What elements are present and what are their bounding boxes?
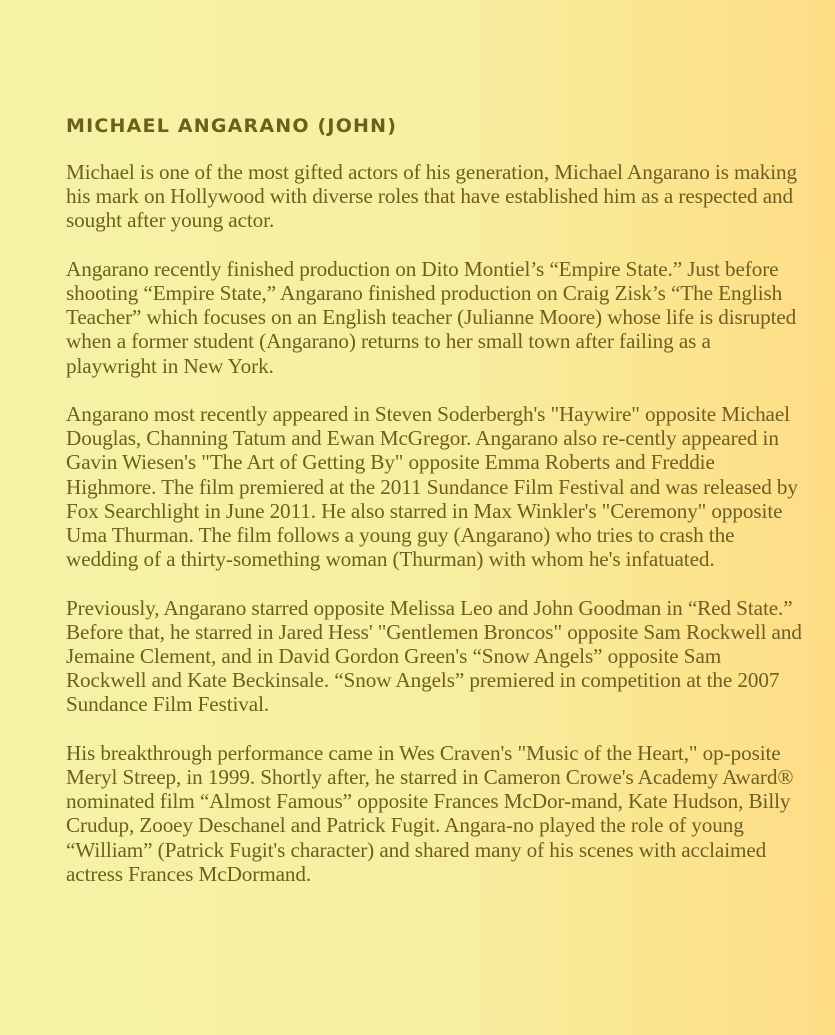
bio-paragraph-3: Angarano most recently appeared in Steven Soderbergh's "Haywire" opposite Michael Douglas, Channing Tatum and Ewan McGregor. Angarano also re-cently appeared in Gavin Wiesen's "The Art of Getting By" opposite Emma Roberts and Freddie Highmore. The film premiered at the 2011 Sundance Film Festival and was released by Fox Searchlight in June 2011. He also starred in Max Winkler's "Ceremony" opposite Uma Thurman. The film follows a young guy (Angarano) who tries to crash the wedding of a thirty-something woman (Thurman) with whom he's infatuated.	[66, 402, 798, 572]
bio-paragraph-2: Angarano recently finished production on Dito Montiel’s “Empire State.” Just before shooting “Empire State,” Angarano finished production on Craig Zisk’s “The English Teacher” which focuses on an English teacher (Julianne Moore) whose life is disrupted when a former student (Angarano) returns to her small town after failing as a playwright in New York.	[66, 256, 797, 378]
bio-section	[66, 112, 806, 910]
bio-heading: MICHAEL ANGARANO (JOHN)	[66, 115, 398, 137]
bio-paragraph-5: His breakthrough performance came in Wes Craven's "Music of the Heart," op-posite Meryl Streep, in 1999. Shortly after, he starred in Cameron Crowe's Academy Award® nominated film “Almost Famous” opposite Frances McDor-mand, Kate Hudson, Billy Crudup, Zooey Deschanel and Patrick Fugit. Angara-no played the role of young “William” (Patrick Fugit's character) and shared many of his scenes with acclaimed actress Frances McDormand.	[66, 740, 794, 886]
bio-paragraph-4: Previously, Angarano starred opposite Melissa Leo and John Goodman in “Red State.” Before that, he starred in Jared Hess' "Gentlemen Broncos" opposite Sam Rockwell and Jemaine Clement, and in David Gordon Green's “Snow Angels” opposite Sam Rockwell and Kate Beckinsale. “Snow Angels” premiered in competition at the 2007 Sundance Film Festival.	[66, 595, 802, 717]
bio-paragraph-1: Michael is one of the most gifted actors of his generation, Michael Angarano is making his mark on Hollywood with diverse roles that have established him as a respected and sought after young actor.	[66, 160, 798, 233]
